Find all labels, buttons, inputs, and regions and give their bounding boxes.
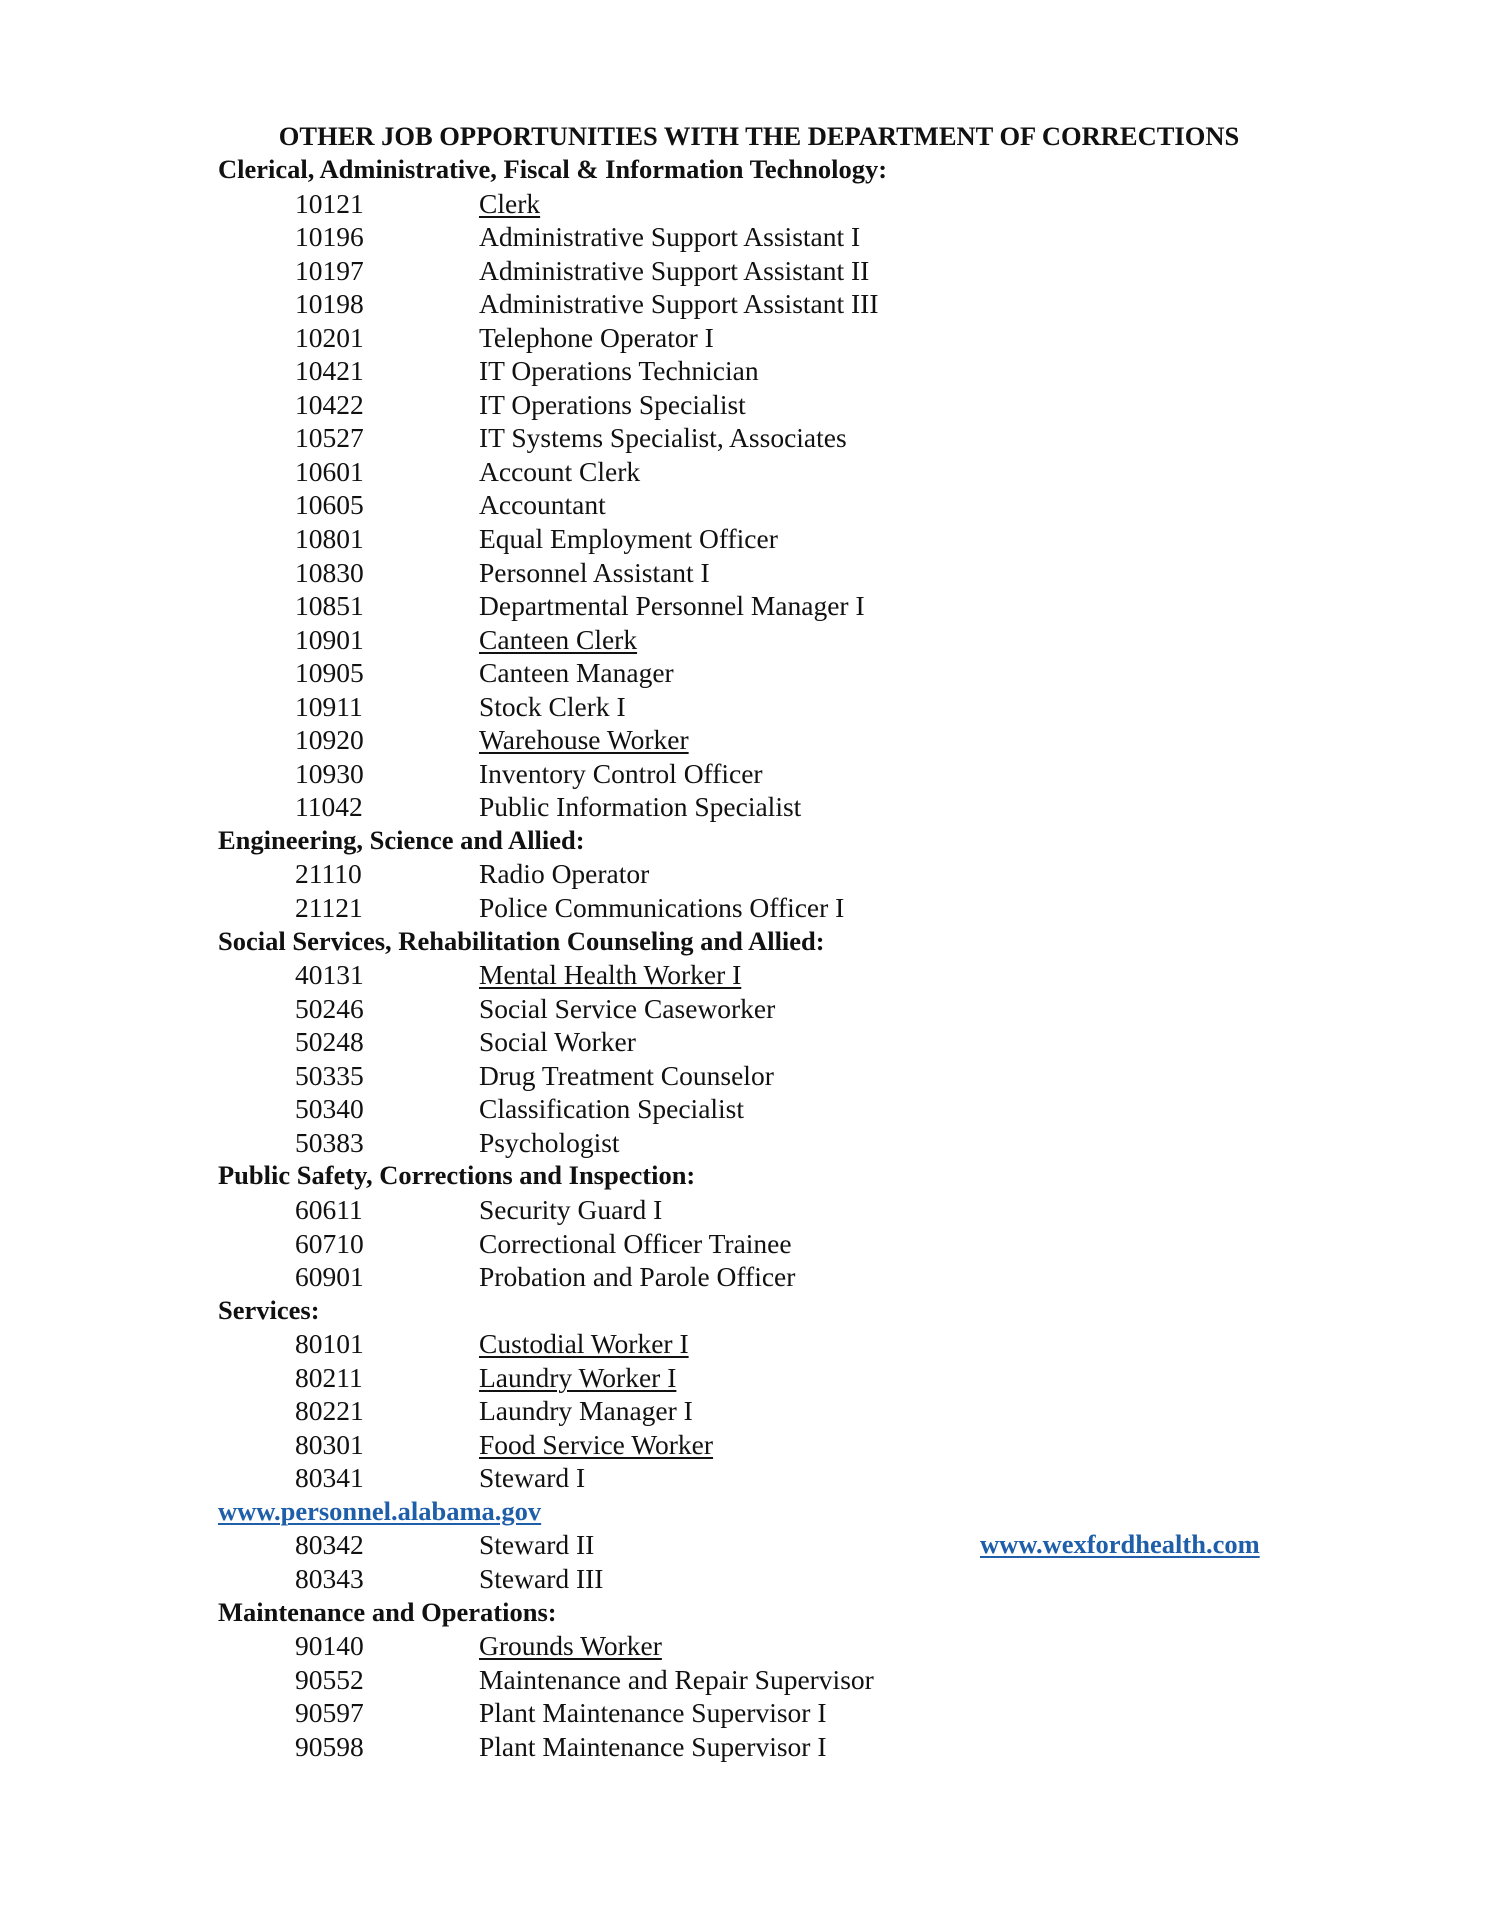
job-code: 80301 bbox=[295, 1428, 364, 1460]
job-title: Probation and Parole Officer bbox=[479, 1261, 796, 1293]
job-row bbox=[0, 321, 1488, 355]
job-row bbox=[0, 455, 1488, 489]
job-title: Plant Maintenance Supervisor I bbox=[479, 1697, 827, 1729]
job-title: Food Service Worker bbox=[479, 1428, 714, 1460]
job-title: Steward II bbox=[479, 1529, 595, 1561]
job-row bbox=[0, 1327, 1488, 1361]
job-row bbox=[0, 1059, 1488, 1093]
section-heading-services: Services: bbox=[218, 1294, 320, 1325]
job-title: Steward III bbox=[479, 1562, 604, 1594]
job-row bbox=[0, 1025, 1488, 1059]
job-title: Plant Maintenance Supervisor I bbox=[479, 1730, 827, 1762]
job-row bbox=[0, 488, 1488, 522]
job-row bbox=[0, 1428, 1488, 1462]
job-code: 21110 bbox=[295, 858, 362, 890]
job-row bbox=[0, 958, 1488, 992]
job-title: Account Clerk bbox=[479, 455, 641, 487]
job-title: Social Service Caseworker bbox=[479, 992, 776, 1024]
job-title: Public Information Specialist bbox=[479, 791, 802, 823]
job-code: 10201 bbox=[295, 321, 364, 353]
job-row bbox=[0, 1663, 1488, 1697]
job-title: IT Operations Specialist bbox=[479, 388, 746, 420]
job-code: 11042 bbox=[295, 791, 363, 823]
personnel-link-row bbox=[0, 1495, 1488, 1529]
job-title: Drug Treatment Counselor bbox=[479, 1059, 774, 1091]
job-title: Accountant bbox=[479, 489, 606, 521]
job-title: Maintenance and Repair Supervisor bbox=[479, 1663, 874, 1695]
job-row bbox=[0, 723, 1488, 757]
job-list bbox=[0, 153, 1488, 1763]
page-title: OTHER JOB OPPORTUNITIES WITH THE DEPARTMENT OF CORRECTIONS bbox=[278, 121, 1240, 151]
job-title: Canteen Clerk bbox=[479, 623, 638, 655]
job-row bbox=[0, 421, 1488, 455]
job-code: 90597 bbox=[295, 1697, 364, 1729]
job-title: Correctional Officer Trainee bbox=[479, 1227, 792, 1259]
section-heading-engineering: Engineering, Science and Allied: bbox=[218, 824, 585, 855]
job-row bbox=[0, 1361, 1488, 1395]
job-row bbox=[0, 623, 1488, 657]
job-row bbox=[0, 1528, 1488, 1562]
job-title: Laundry Worker I bbox=[479, 1361, 677, 1393]
job-title: Warehouse Worker bbox=[479, 724, 689, 756]
job-code: 10197 bbox=[295, 254, 364, 286]
job-code: 10901 bbox=[295, 623, 364, 655]
job-row bbox=[0, 1562, 1488, 1596]
job-code: 10196 bbox=[295, 221, 364, 253]
wexford-website-link[interactable]: www.wexfordhealth.com bbox=[980, 1529, 1260, 1560]
job-title: Clerk bbox=[479, 187, 541, 219]
job-row bbox=[0, 522, 1488, 556]
job-code: 80221 bbox=[295, 1395, 364, 1427]
job-code: 50248 bbox=[295, 1026, 364, 1058]
section-heading-maintenance: Maintenance and Operations: bbox=[218, 1596, 557, 1627]
job-row bbox=[0, 1629, 1488, 1663]
job-title: Administrative Support Assistant III bbox=[479, 288, 879, 320]
job-code: 10930 bbox=[295, 757, 364, 789]
job-title: Canteen Manager bbox=[479, 657, 674, 689]
job-title: Equal Employment Officer bbox=[479, 523, 778, 555]
job-title: Radio Operator bbox=[479, 858, 650, 890]
job-row bbox=[0, 656, 1488, 690]
job-code: 60901 bbox=[295, 1261, 364, 1293]
job-title: Telephone Operator I bbox=[479, 321, 714, 353]
job-code: 10601 bbox=[295, 455, 364, 487]
job-code: 10421 bbox=[295, 355, 364, 387]
job-row bbox=[0, 1394, 1488, 1428]
job-code: 21121 bbox=[295, 892, 363, 924]
job-title: Stock Clerk I bbox=[479, 690, 626, 722]
job-title: Social Worker bbox=[479, 1026, 636, 1058]
job-code: 80341 bbox=[295, 1462, 364, 1494]
job-code: 10851 bbox=[295, 590, 364, 622]
job-code: 10801 bbox=[295, 523, 364, 555]
job-title: Classification Specialist bbox=[479, 1093, 745, 1125]
job-row bbox=[0, 1092, 1488, 1126]
job-row bbox=[0, 1730, 1488, 1764]
section-heading-public-safety: Public Safety, Corrections and Inspection: bbox=[218, 1160, 696, 1191]
job-code: 10905 bbox=[295, 657, 364, 689]
job-title: IT Operations Technician bbox=[479, 355, 759, 387]
job-title: Steward I bbox=[479, 1462, 586, 1494]
job-code: 50340 bbox=[295, 1093, 364, 1125]
job-title: Personnel Assistant I bbox=[479, 556, 710, 588]
job-title: Administrative Support Assistant II bbox=[479, 254, 870, 286]
job-title: Security Guard I bbox=[479, 1193, 663, 1225]
job-code: 40131 bbox=[295, 959, 364, 991]
job-code: 80343 bbox=[295, 1562, 364, 1594]
job-row bbox=[0, 589, 1488, 623]
job-row bbox=[0, 556, 1488, 590]
job-row bbox=[0, 1126, 1488, 1160]
job-row bbox=[0, 1227, 1488, 1261]
job-code: 50335 bbox=[295, 1059, 364, 1091]
job-title: IT Systems Specialist, Associates bbox=[479, 422, 847, 454]
job-code: 90598 bbox=[295, 1730, 364, 1762]
job-code: 10605 bbox=[295, 489, 364, 521]
job-title: Inventory Control Officer bbox=[479, 757, 763, 789]
job-title: Grounds Worker bbox=[479, 1630, 662, 1662]
job-title: Psychologist bbox=[479, 1126, 620, 1158]
job-title: Custodial Worker I bbox=[479, 1328, 689, 1360]
job-title: Departmental Personnel Manager I bbox=[479, 590, 865, 622]
job-row bbox=[0, 1696, 1488, 1730]
job-row bbox=[0, 790, 1488, 824]
job-row bbox=[0, 891, 1488, 925]
job-row bbox=[0, 354, 1488, 388]
job-row bbox=[0, 757, 1488, 791]
job-row bbox=[0, 220, 1488, 254]
job-code: 50383 bbox=[295, 1126, 364, 1158]
job-title: Laundry Manager I bbox=[479, 1395, 693, 1427]
job-code: 60611 bbox=[295, 1193, 363, 1225]
job-code: 80342 bbox=[295, 1529, 364, 1561]
job-code: 90552 bbox=[295, 1663, 364, 1695]
personnel-website-link[interactable]: www.personnel.alabama.gov bbox=[218, 1495, 542, 1526]
job-code: 10121 bbox=[295, 187, 364, 219]
job-title: Administrative Support Assistant I bbox=[479, 221, 861, 253]
job-code: 10830 bbox=[295, 556, 364, 588]
job-code: 80101 bbox=[295, 1328, 364, 1360]
job-row bbox=[0, 1193, 1488, 1227]
job-code: 50246 bbox=[295, 992, 364, 1024]
job-code: 10911 bbox=[295, 690, 363, 722]
job-row bbox=[0, 254, 1488, 288]
job-title: Police Communications Officer I bbox=[479, 892, 845, 924]
job-code: 80211 bbox=[295, 1361, 363, 1393]
job-title: Mental Health Worker I bbox=[479, 959, 742, 991]
job-code: 60710 bbox=[295, 1227, 364, 1259]
job-code: 10527 bbox=[295, 422, 364, 454]
job-code: 10198 bbox=[295, 288, 364, 320]
section-heading-clerical: Clerical, Administrative, Fiscal & Information Technology: bbox=[218, 154, 888, 184]
job-row bbox=[0, 857, 1488, 891]
job-row bbox=[0, 1260, 1488, 1294]
job-row bbox=[0, 187, 1488, 221]
section-heading-social: Social Services, Rehabilitation Counseling and Allied: bbox=[218, 925, 825, 956]
job-row bbox=[0, 388, 1488, 422]
job-code: 90140 bbox=[295, 1630, 364, 1662]
job-row bbox=[0, 287, 1488, 321]
job-row bbox=[0, 992, 1488, 1026]
job-code: 10422 bbox=[295, 388, 364, 420]
job-row bbox=[0, 690, 1488, 724]
job-row bbox=[0, 1461, 1488, 1495]
job-code: 10920 bbox=[295, 724, 364, 756]
